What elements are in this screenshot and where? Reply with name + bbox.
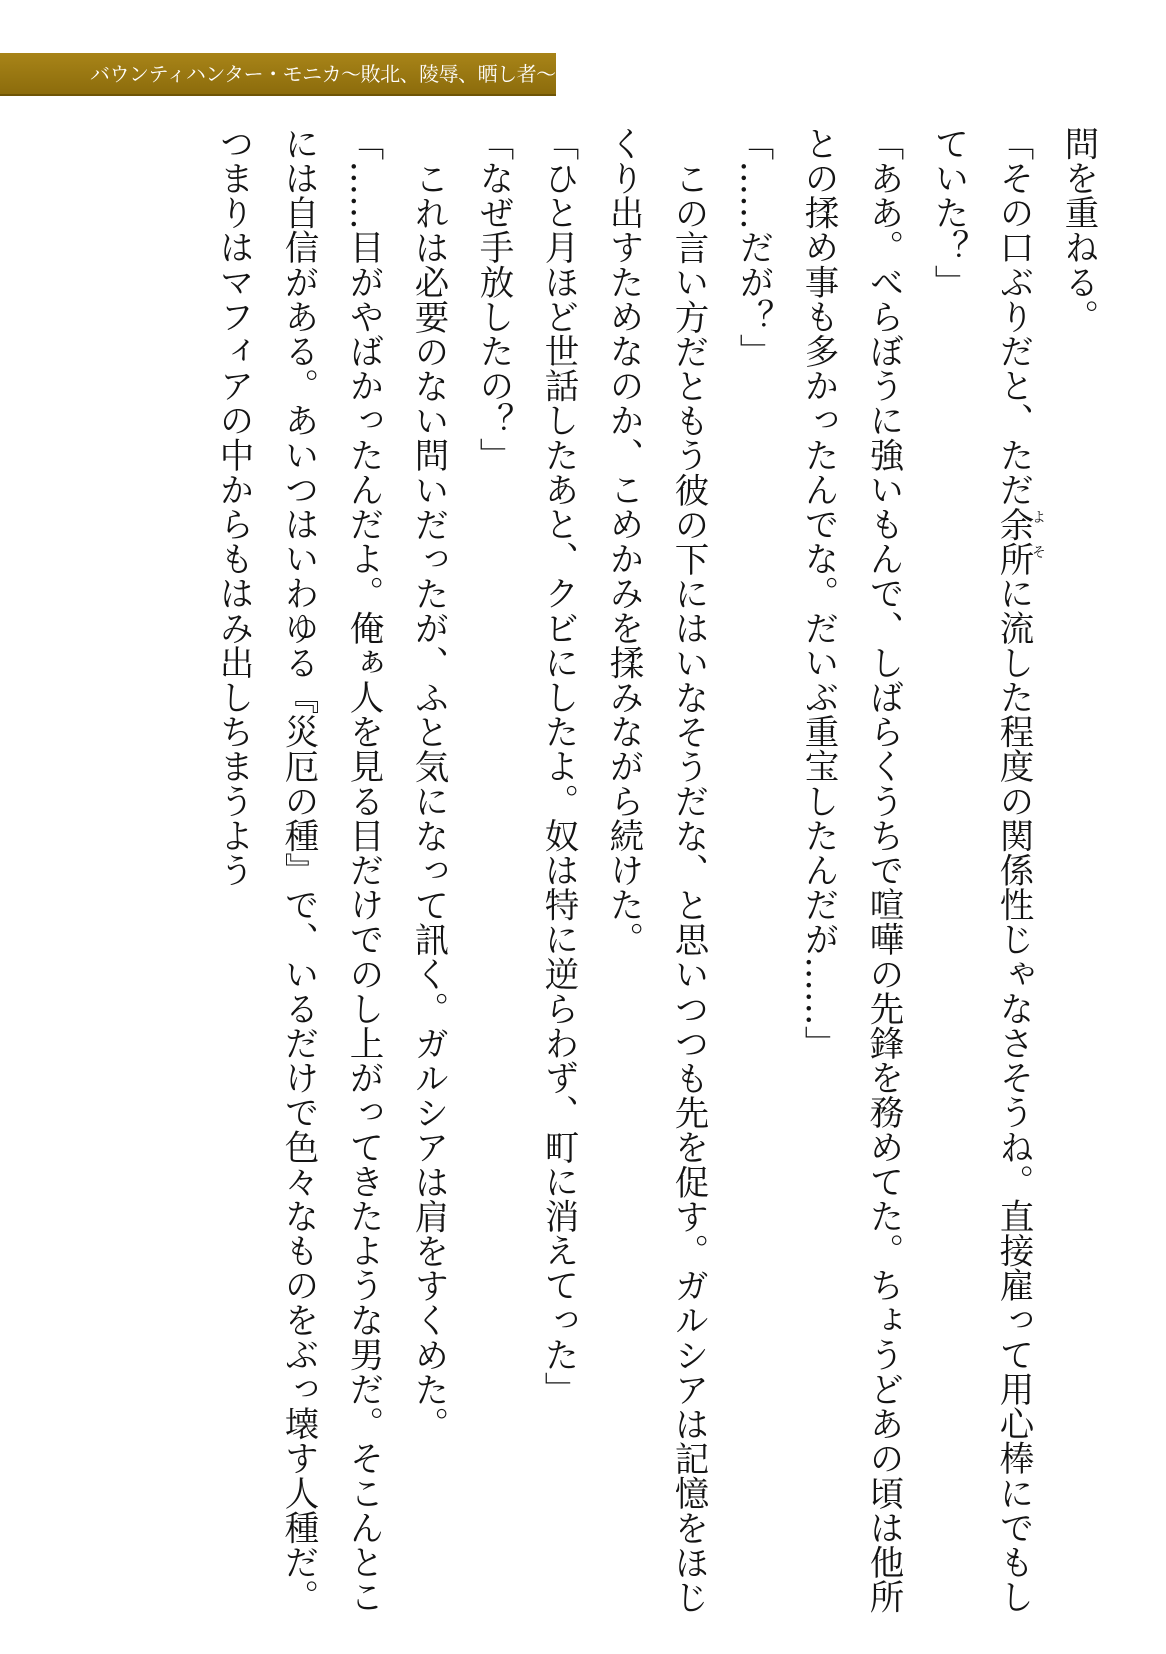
furigana-yoso xyxy=(993,506,1046,576)
paragraph-7: 「なぜ手放したの？」 xyxy=(473,126,513,472)
ruby-base: 余所 xyxy=(993,506,1033,576)
paragraph-6: 「ひと月ほど世話したあと、クビにしたよ。奴は特に逆らわず、町に消えてった」 xyxy=(538,126,578,1407)
paragraph-2-rest: に流した程度の関係性じゃなさそうね。直接雇って用心棒にでもしていた？」 xyxy=(928,126,1033,1614)
header-title-bar xyxy=(0,53,556,96)
paragraph-2 xyxy=(915,126,1045,1616)
vertical-text-body xyxy=(70,126,1110,1616)
book-title: バウンティハンター・モニカ〜敗北、陵辱、晒し者〜 xyxy=(90,62,556,86)
paragraph-9: 「……目がやばかったんだよ。俺ぁ人を見る目だけでのし上がってきたような男だ。そこんとこには自信がある。あいつはいわゆる『災厄の種』で、いるだけで色々なものをぶっ壊す人種だ。つまりはマフィアの中からもはみ出しちまうよう xyxy=(213,126,383,1614)
paragraph-2-text: 「その口ぶりだと、ただ xyxy=(993,126,1033,507)
ruby-reading: よそ xyxy=(1030,506,1046,576)
paragraph-5: この言い方だともう彼の下にはいなそうだな、と思いつつも先を促す。ガルシアは記憶をほじくり出すためなのか、こめかみを揉みながら続けた。 xyxy=(603,126,708,1614)
paragraph-1: 問を重ねる。 xyxy=(1058,126,1098,334)
paragraph-8: これは必要のない問いだったが、ふと気になって訊く。ガルシアは肩をすくめた。 xyxy=(408,160,448,1441)
paragraph-4: 「……だが？」 xyxy=(733,126,773,369)
paragraph-3: 「ああ。べらぼうに強いもんで、しばらくうちで喧嘩の先鋒を務めてた。ちょうどあの頃は他所との揉め事も多かったんでな。だいぶ重宝したんだが……」 xyxy=(798,126,903,1614)
